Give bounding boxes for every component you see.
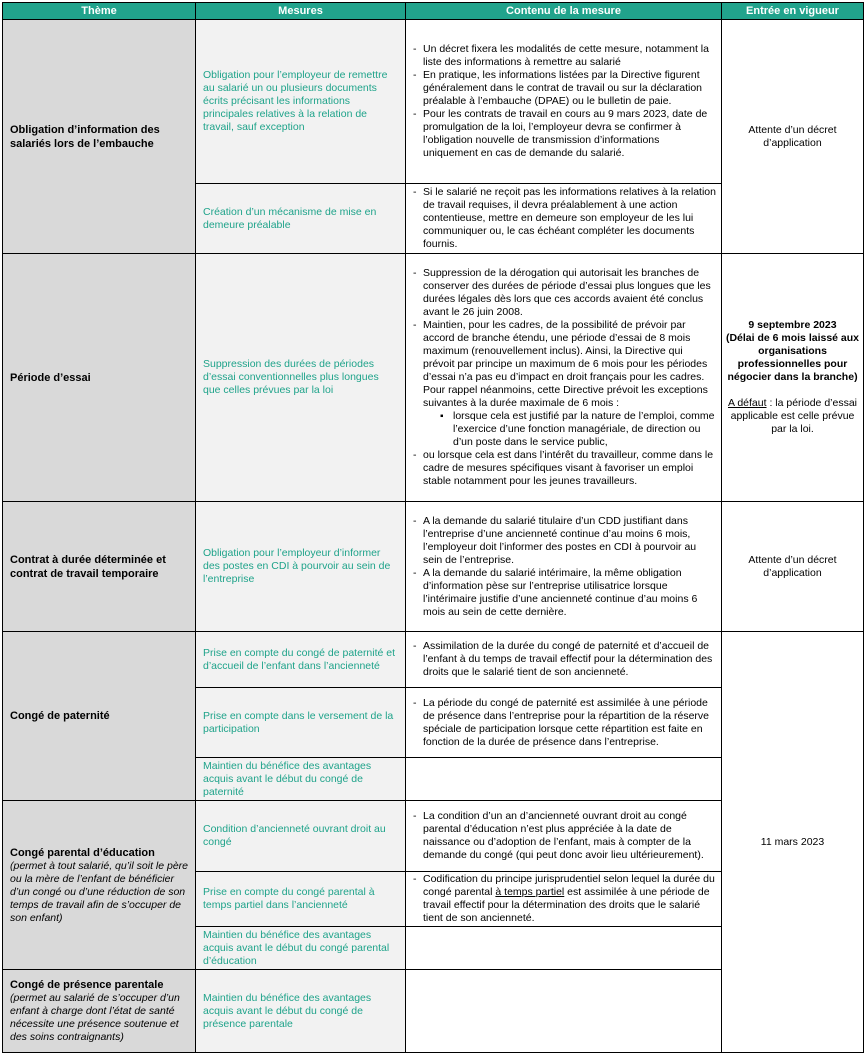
theme-cell: Congé de paternité bbox=[3, 632, 196, 801]
theme-cell bbox=[3, 970, 196, 1053]
entree-defaut-text: : la période d’essai applicable est celle prévue par la loi. bbox=[730, 397, 858, 435]
mesure-cell: Suppression des durées de périodes d’essai conventionnelles plus longues que celles prévues par la loi bbox=[196, 254, 406, 502]
entree-note: (Délai de 6 mois laissé aux organisations professionnelles pour négocier dans la branche) bbox=[725, 332, 860, 383]
contenu-subitem: ▪ lorsque cela est justifié par la nature de l’emploi, comme l’exercice d’une fonction managériale, de direction ou d’un poste dans le service public, bbox=[453, 410, 717, 449]
contenu-item: - A la demande du salarié titulaire d’un CDD justifiant dans l’entreprise d’une ancienneté continue d’au moins 6 mois, l’employeur doit l’informer des postes en CDI à pourvoir au sein de l’entreprise. bbox=[411, 515, 717, 567]
contenu-item: - La condition d’un an d’ancienneté ouvrant droit au congé parental d’éducation n’est plus appréciée à la date de naissance ou d’adoption de l’enfant, mais à compter de la demande du congé (qui peut donc avoir lieu ultérieurement). bbox=[411, 810, 717, 862]
mesure-cell: Obligation pour l’employeur de remettre au salarié un ou plusieurs documents écrits précisant les informations principales relatives à la relation de travail, sauf exception bbox=[196, 20, 406, 184]
entree-cell bbox=[722, 254, 864, 502]
contenu-cell bbox=[406, 184, 722, 254]
theme-title: Congé parental d’éducation bbox=[10, 846, 155, 859]
contenu-cell bbox=[406, 970, 722, 1053]
contenu-cell bbox=[406, 801, 722, 872]
contenu-item bbox=[411, 873, 717, 925]
contenu-cell bbox=[406, 632, 722, 688]
table-row bbox=[3, 632, 864, 688]
theme-cell bbox=[3, 801, 196, 970]
contenu-text: Pour rappel néanmoins, cette Directive prévoit les exceptions suivantes à la durée maximale de 6 mois : bbox=[423, 384, 708, 409]
entree-defaut bbox=[725, 397, 860, 436]
theme-cell: Période d’essai bbox=[3, 254, 196, 502]
mesure-cell: Maintien du bénéfice des avantages acquis avant le début du congé de paternité bbox=[196, 758, 406, 801]
theme-subtitle: (permet à tout salarié, qu’il soit le père ou la mère de l’enfant de bénéficier d’un congé ou d’une réduction de son temps de travail afin de s’occuper de son enfant) bbox=[10, 859, 189, 924]
mesure-cell: Maintien du bénéfice des avantages acquis avant le début du congé parental d’éducation bbox=[196, 927, 406, 970]
mesure-cell: Maintien du bénéfice des avantages acquis avant le début du congé de présence parentale bbox=[196, 970, 406, 1053]
mesure-cell: Prise en compte dans le versement de la participation bbox=[196, 688, 406, 758]
mesure-cell: Prise en compte du congé parental à temps partiel dans l’ancienneté bbox=[196, 872, 406, 927]
entree-cell: Attente d’un décret d’application bbox=[722, 502, 864, 632]
contenu-item bbox=[411, 384, 717, 449]
header-contenu: Contenu de la mesure bbox=[406, 3, 722, 20]
theme-cell: Obligation d’information des salariés lors de l’embauche bbox=[3, 20, 196, 254]
entree-date: 9 septembre 2023 bbox=[748, 319, 837, 331]
table-row bbox=[3, 20, 864, 184]
contenu-cell bbox=[406, 872, 722, 927]
contenu-item: - Si le salarié ne reçoit pas les informations relatives à la relation de travail requises, il devra préalablement à une action contentieuse, mettre en demeure son employeur de les lui communiquer ou, le cas échéant compléter les documents fournis. bbox=[411, 186, 717, 251]
contenu-item: - Suppression de la dérogation qui autorisait les branches de conserver des durées de période d’essai plus longues que les durées légales dès lors que ces accords avaient été conclus avant le 26 juin 2008. bbox=[411, 267, 717, 319]
header-mesures: Mesures bbox=[196, 3, 406, 20]
contenu-text: Codification du principe jurisprudentiel selon lequel la durée du congé parental bbox=[423, 873, 715, 898]
contenu-item: - ou lorsque cela est dans l’intérêt du travailleur, comme dans le cadre de mesures spécifiques visant à favoriser un emploi stable notamment pour les jeunes travailleurs. bbox=[411, 449, 717, 488]
header-row bbox=[3, 3, 864, 20]
contenu-item: - En pratique, les informations listées par la Directive figurent généralement dans le contrat de travail ou sur la déclaration préalable à l’embauche (DPAE) ou le bulletin de paie. bbox=[411, 69, 717, 108]
table-row bbox=[3, 502, 864, 632]
contenu-item: - Assimilation de la durée du congé de paternité et d’accueil de l’enfant à du temps de travail effectif pour la détermination des droits que le salarié tient de son ancienneté. bbox=[411, 640, 717, 679]
entree-cell: Attente d’un décret d’application bbox=[722, 20, 864, 254]
contenu-cell bbox=[406, 20, 722, 184]
contenu-item: - Un décret fixera les modalités de cette mesure, notamment la liste des informations à remettre au salarié bbox=[411, 43, 717, 69]
contenu-cell bbox=[406, 688, 722, 758]
contenu-item: - La période du congé de paternité est assimilée à une période de présence dans l’entreprise pour la répartition de la réserve spéciale de participation lorsque cette répartition est faite en fonction de la durée de présence dans l’entreprise. bbox=[411, 697, 717, 749]
contenu-item: - A la demande du salarié intérimaire, la même obligation d’information pèse sur l’entreprise utilisatrice lorsque l’intérimaire justifie d’une ancienneté continue d’au moins 6 mois au sein de cette dernière. bbox=[411, 567, 717, 619]
mesure-cell: Condition d’ancienneté ouvrant droit au congé bbox=[196, 801, 406, 872]
theme-subtitle: (permet au salarié de s’occuper d’un enfant à charge dont l’état de santé nécessite une présence soutenue et des soins contraignants) bbox=[10, 992, 180, 1043]
header-entree: Entrée en vigueur bbox=[722, 3, 864, 20]
measures-table bbox=[2, 2, 864, 1053]
mesure-cell: Création d’un mécanisme de mise en demeure préalable bbox=[196, 184, 406, 254]
contenu-cell bbox=[406, 254, 722, 502]
contenu-item: - Maintien, pour les cadres, de la possibilité de prévoir par accord de branche étendu, une période d’essai de 8 mois maximum (renouvellement inclus). Ainsi, la Directive qui prévoit par principe un maximum de 6 mois pour les périodes d’essai n’a pas eu d’impact en droit français pour les cadres. bbox=[411, 319, 717, 384]
header-theme: Thème bbox=[3, 3, 196, 20]
theme-cell: Contrat à durée déterminée et contrat de travail temporaire bbox=[3, 502, 196, 632]
contenu-cell bbox=[406, 502, 722, 632]
entree-cell: 11 mars 2023 bbox=[722, 632, 864, 1053]
contenu-text: est assimilée à une période de travail effectif pour la détermination des droits que le salarié tient de son ancienneté. bbox=[423, 886, 710, 924]
entree-defaut-label: A défaut bbox=[727, 397, 767, 409]
mesure-cell: Obligation pour l’employeur d’informer des postes en CDI à pourvoir au sein de l’entreprise bbox=[196, 502, 406, 632]
contenu-item: - Pour les contrats de travail en cours au 9 mars 2023, date de promulgation de la loi, l’employeur devra se confirmer à l’obligation nouvelle de transmission d’informations uniquement en cas de demande du salarié. bbox=[411, 108, 717, 160]
theme-title: Congé de présence parentale bbox=[10, 979, 164, 991]
contenu-cell bbox=[406, 927, 722, 970]
contenu-underline: à temps partiel bbox=[495, 886, 565, 898]
table-row bbox=[3, 254, 864, 502]
contenu-cell bbox=[406, 758, 722, 801]
mesure-cell: Prise en compte du congé de paternité et d’accueil de l’enfant dans l’ancienneté bbox=[196, 632, 406, 688]
